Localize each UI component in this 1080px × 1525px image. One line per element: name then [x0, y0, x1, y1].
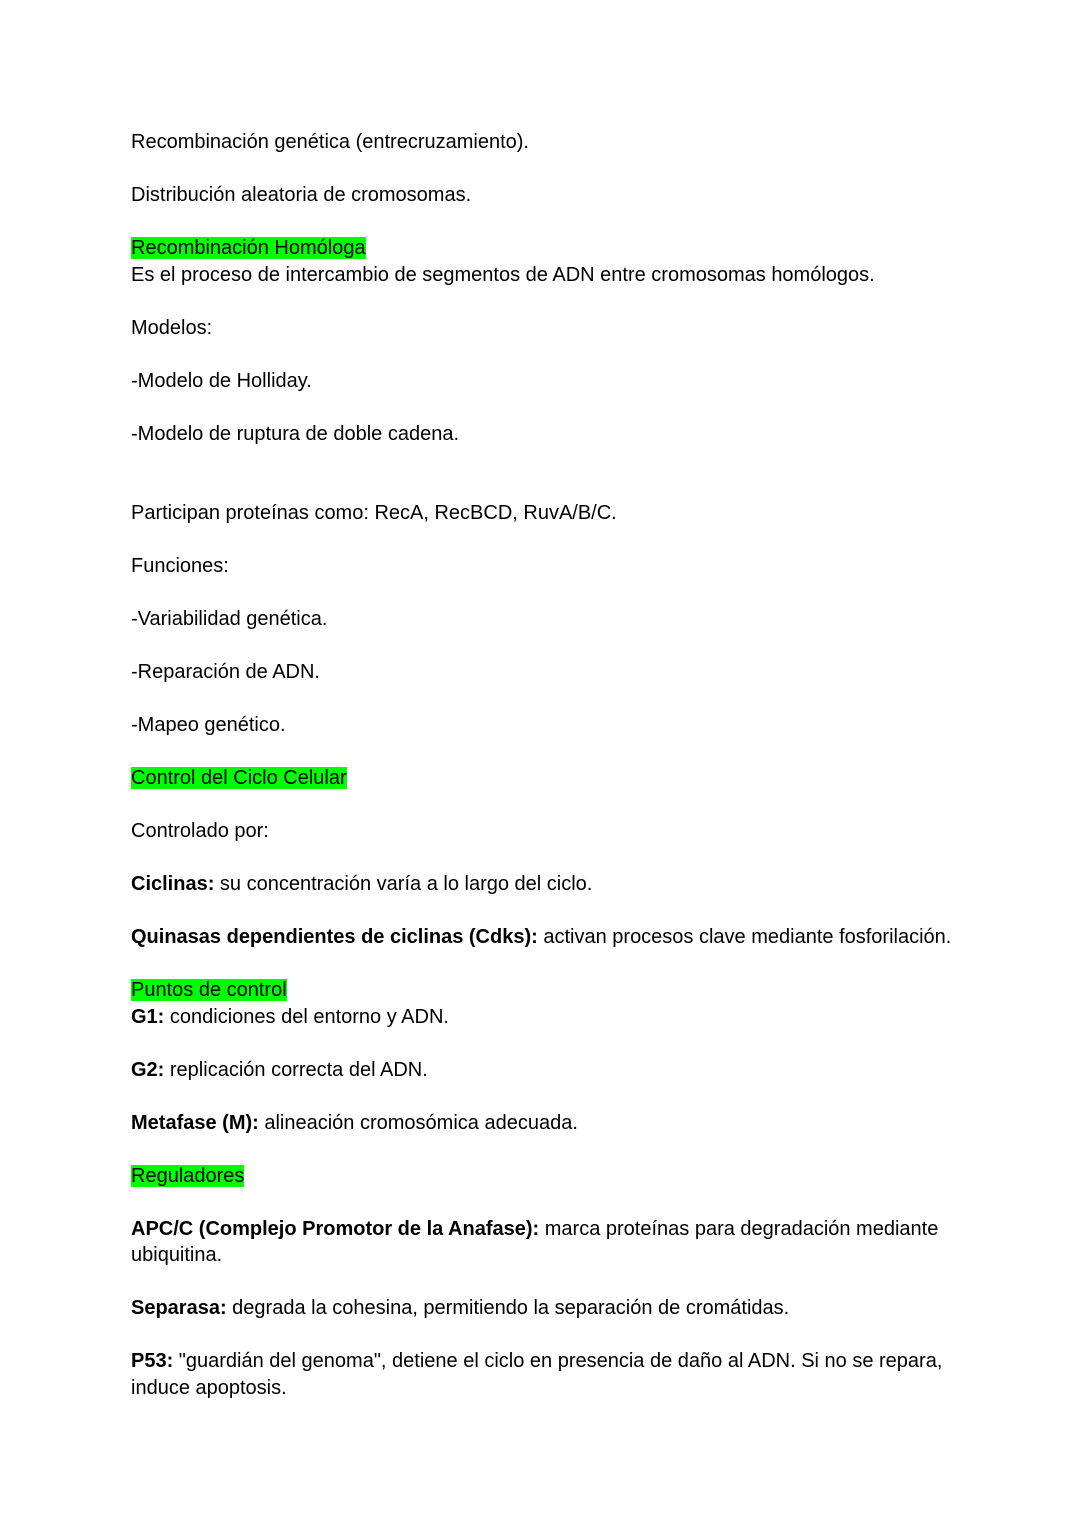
- desc-g1: condiciones del entorno y ADN.: [164, 1005, 449, 1028]
- term-g2: G2:: [131, 1058, 165, 1081]
- desc-cdks: activan procesos clave mediante fosforilación.: [537, 926, 952, 948]
- document-page: [131, 129, 961, 1428]
- intro-line-distribution: Distribución aleatoria de cromosomas.: [131, 184, 472, 206]
- term-metaphase: Metafase (M):: [131, 1111, 259, 1134]
- desc-separase: degrada la cohesina, permitiendo la separación de cromátidas.: [226, 1297, 790, 1319]
- checkpoint-item-g2: [131, 1057, 961, 1084]
- section-heading-cell-cycle: [131, 765, 961, 792]
- definition-item-cdks: [131, 924, 961, 951]
- desc-p53: "guardián del genoma", detiene el ciclo en presencia de daño al ADN. Si no se repara, induce apoptosis.: [131, 1350, 943, 1399]
- desc-metaphase: alineación cromosómica adecuada.: [258, 1111, 578, 1134]
- controlled-by-label: Controlado por:: [131, 820, 269, 842]
- recombination-definition: Es el proceso de intercambio de segmentos de ADN entre cromosomas homólogos.: [131, 263, 875, 286]
- term-cdks: Quinasas dependientes de ciclinas (Cdks):: [131, 926, 538, 948]
- section-heading-recombination: [131, 235, 961, 262]
- highlight-cell-cycle-heading: Control del Ciclo Celular: [131, 767, 347, 789]
- checkpoint-item-metaphase: [131, 1110, 961, 1137]
- model-item-holliday: -Modelo de Holliday.: [131, 369, 312, 392]
- highlight-regulators-heading: Reguladores: [131, 1164, 245, 1187]
- term-p53: P53:: [131, 1350, 174, 1372]
- model-item-double-strand-break: -Modelo de ruptura de doble cadena.: [131, 422, 460, 445]
- term-g1: G1:: [131, 1005, 165, 1028]
- function-item-repair: -Reparación de ADN.: [131, 661, 320, 683]
- desc-g2: replicación correcta del ADN.: [164, 1058, 428, 1081]
- function-item-variability: -Variabilidad genética.: [131, 608, 328, 630]
- term-apcc: APC/C (Complejo Promotor de la Anafase):: [131, 1217, 540, 1240]
- functions-label: Funciones:: [131, 555, 229, 577]
- intro-line-recombination: Recombinación genética (entrecruzamiento).: [131, 131, 529, 153]
- function-item-mapping: -Mapeo genético.: [131, 714, 286, 736]
- definition-item-cyclins: [131, 871, 961, 898]
- highlight-recombination-heading: Recombinación Homóloga: [131, 237, 366, 259]
- desc-apcc: marca proteínas para degradación mediante ubiquitina.: [131, 1217, 939, 1266]
- desc-cyclins: su concentración varía a lo largo del ciclo.: [214, 873, 593, 895]
- highlight-checkpoints-heading: Puntos de control: [131, 979, 287, 1001]
- proteins-line: Participan proteínas como: RecA, RecBCD, RuvA/B/C.: [131, 502, 617, 524]
- term-cyclins: Ciclinas:: [131, 873, 215, 895]
- models-label: Modelos:: [131, 316, 213, 339]
- regulator-item-separase: [131, 1295, 961, 1322]
- section-heading-regulators: [131, 1163, 961, 1190]
- checkpoint-item-g1: [131, 1004, 961, 1031]
- regulator-item-p53: [131, 1348, 961, 1401]
- regulator-item-apcc: [131, 1216, 961, 1269]
- term-separase: Separasa:: [131, 1297, 227, 1319]
- section-heading-checkpoints: [131, 977, 961, 1004]
